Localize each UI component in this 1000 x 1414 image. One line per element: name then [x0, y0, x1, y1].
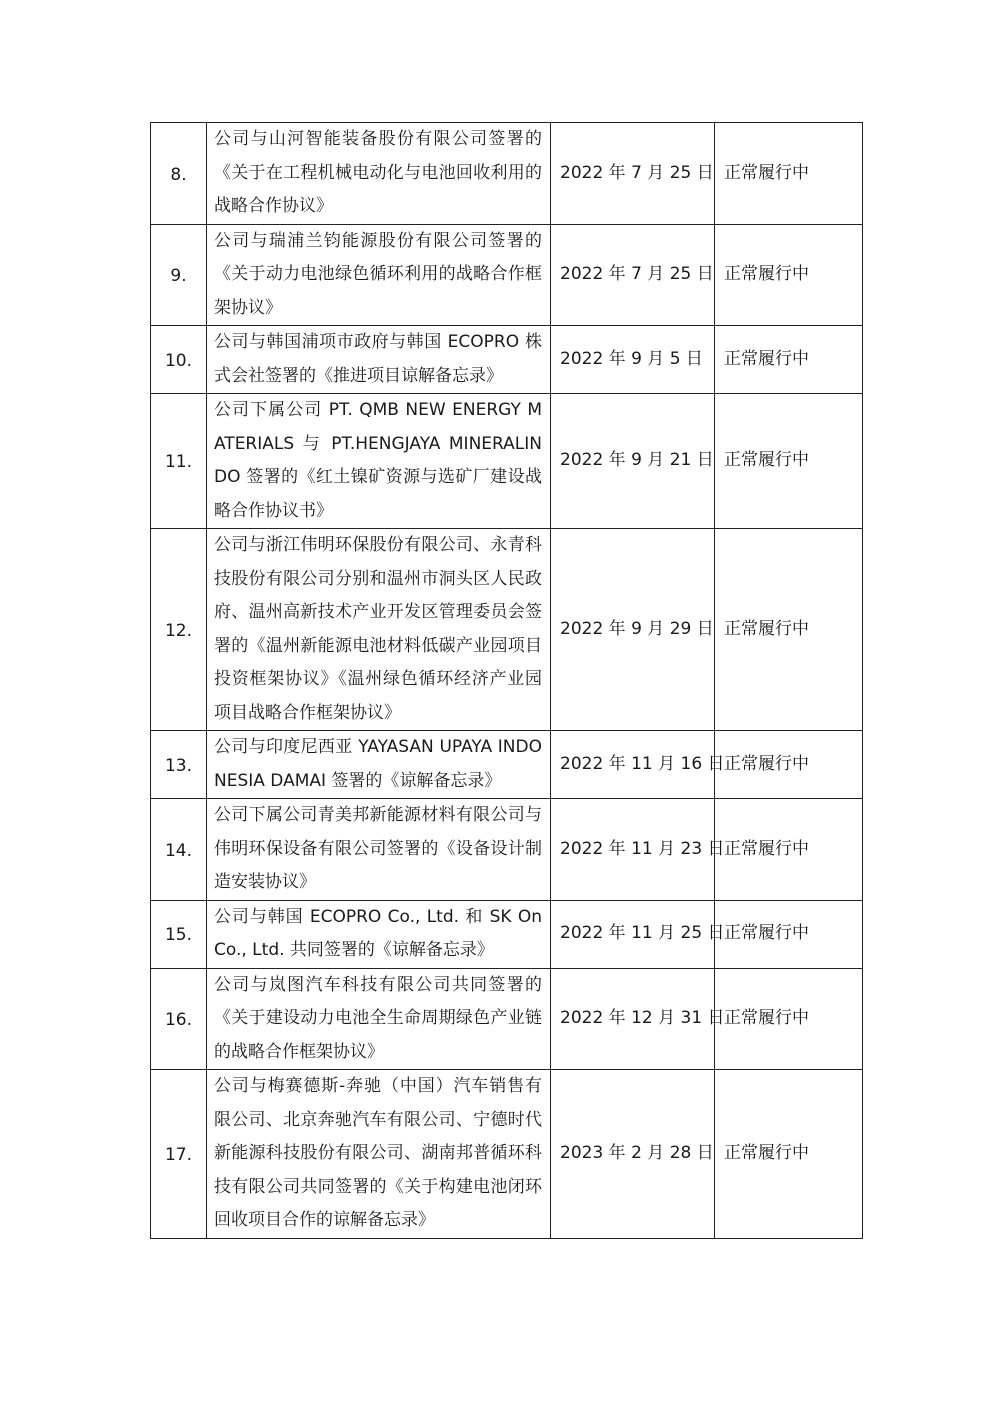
performance-status: 正常履行中 — [715, 900, 863, 968]
signing-date: 2022 年 9 月 29 日 — [551, 529, 715, 731]
agreement-description: 公司与印度尼西亚 YAYASAN UPAYA INDONESIA DAMAI 签署的《谅解备忘录》 — [207, 731, 551, 799]
agreement-description: 公司下属公司青美邦新能源材料有限公司与伟明环保设备有限公司签署的《设备设计制造安装协议》 — [207, 799, 551, 901]
performance-status: 正常履行中 — [715, 731, 863, 799]
agreement-description: 公司与浙江伟明环保股份有限公司、永青科技股份有限公司分别和温州市洞头区人民政府、温州高新技术产业开发区管理委员会签署的《温州新能源电池材料低碳产业园项目投资框架协议》《温州绿色循环经济产业园项目战略合作框架协议》 — [207, 529, 551, 731]
signing-date: 2022 年 7 月 25 日 — [551, 123, 715, 225]
performance-status: 正常履行中 — [715, 123, 863, 225]
table-row — [151, 968, 863, 1070]
signing-date: 2023 年 2 月 28 日 — [551, 1070, 715, 1239]
row-number: 17. — [151, 1070, 207, 1239]
agreement-description: 公司与韩国 ECOPRO Co., Ltd. 和 SK On Co., Ltd. 共同签署的《谅解备忘录》 — [207, 900, 551, 968]
signing-date: 2022 年 11 月 16 日 — [551, 731, 715, 799]
performance-status: 正常履行中 — [715, 394, 863, 529]
performance-status: 正常履行中 — [715, 799, 863, 901]
row-number: 10. — [151, 326, 207, 394]
performance-status: 正常履行中 — [715, 326, 863, 394]
signing-date: 2022 年 7 月 25 日 — [551, 224, 715, 326]
table-row — [151, 224, 863, 326]
performance-status: 正常履行中 — [715, 1070, 863, 1239]
table-row — [151, 799, 863, 901]
agreement-description: 公司与山河智能装备股份有限公司签署的《关于在工程机械电动化与电池回收利用的战略合作协议》 — [207, 123, 551, 225]
performance-status: 正常履行中 — [715, 224, 863, 326]
table-row — [151, 529, 863, 731]
agreement-description: 公司与韩国浦项市政府与韩国 ECOPRO 株式会社签署的《推进项目谅解备忘录》 — [207, 326, 551, 394]
row-number: 11. — [151, 394, 207, 529]
signing-date: 2022 年 11 月 23 日 — [551, 799, 715, 901]
signing-date: 2022 年 9 月 21 日 — [551, 394, 715, 529]
row-number: 14. — [151, 799, 207, 901]
row-number: 9. — [151, 224, 207, 326]
row-number: 15. — [151, 900, 207, 968]
row-number: 8. — [151, 123, 207, 225]
signing-date: 2022 年 11 月 25 日 — [551, 900, 715, 968]
table-row — [151, 123, 863, 225]
agreement-description: 公司与岚图汽车科技有限公司共同签署的《关于建设动力电池全生命周期绿色产业链的战略合作框架协议》 — [207, 968, 551, 1070]
signing-date: 2022 年 9 月 5 日 — [551, 326, 715, 394]
row-number: 12. — [151, 529, 207, 731]
agreement-description: 公司与梅赛德斯-奔驰（中国）汽车销售有限公司、北京奔驰汽车有限公司、宁德时代新能源科技股份有限公司、湖南邦普循环科技有限公司共同签署的《关于构建电池闭环回收项目合作的谅解备忘录》 — [207, 1070, 551, 1239]
performance-status: 正常履行中 — [715, 968, 863, 1070]
table-row — [151, 1070, 863, 1239]
table-row — [151, 326, 863, 394]
agreements-table — [150, 122, 863, 1239]
performance-status: 正常履行中 — [715, 529, 863, 731]
agreement-description: 公司与瑞浦兰钧能源股份有限公司签署的《关于动力电池绿色循环利用的战略合作框架协议》 — [207, 224, 551, 326]
signing-date: 2022 年 12 月 31 日 — [551, 968, 715, 1070]
table-row — [151, 731, 863, 799]
row-number: 16. — [151, 968, 207, 1070]
table-row — [151, 900, 863, 968]
agreement-description: 公司下属公司 PT. QMB NEW ENERGY MATERIALS 与 PT.HENGJAYA MINERALINDO 签署的《红土镍矿资源与选矿厂建设战略合作协议书》 — [207, 394, 551, 529]
row-number: 13. — [151, 731, 207, 799]
table-row — [151, 394, 863, 529]
